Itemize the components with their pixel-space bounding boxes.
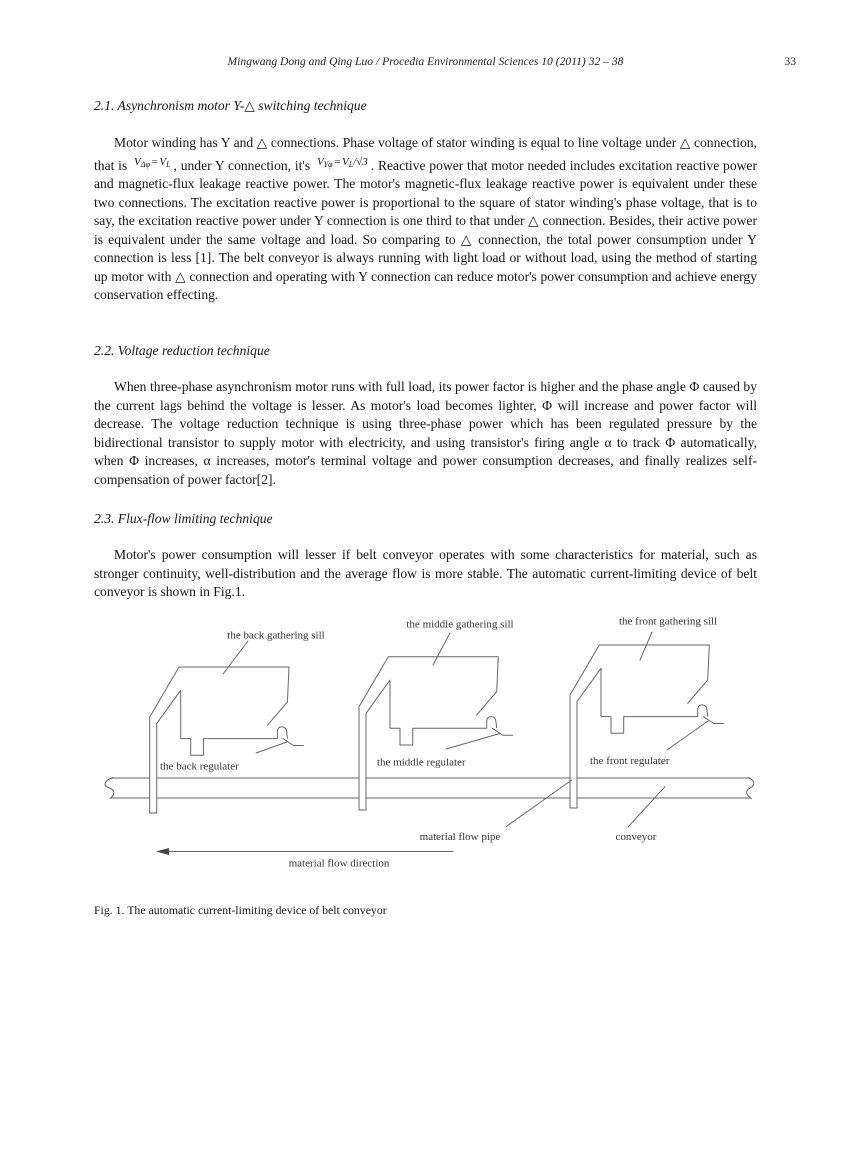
formula-y-phase-voltage: VYφ=VL/√3 xyxy=(316,155,368,169)
running-header-citation: Mingwang Dong and Qing Luo / Procedia Environmental Sciences 10 (2011) 32 – 38 xyxy=(227,55,624,68)
label-material-flow-direction: material flow direction xyxy=(288,857,390,870)
formula-delta-phase-voltage: VΔφ=VL xyxy=(134,155,171,169)
paragraph-2-2: When three-phase asynchronism motor runs with full load, its power factor is higher and the phase angle Φ caused by the current lags behind the voltage is lesser. As motor's load becomes lighter, Φ will increase and power factor will decrease. The voltage reduction technique is using three-phase power which has been regulated pressure by the bidirectional transistor to supply motor with electricity, and using transistor's firing angle α to track Φ automatically, when Φ increases, α increases, motor's terminal voltage and power consumption decreases, and finally realizes self-compensation of power factor[2]. xyxy=(94,379,757,487)
label-middle-gathering-sill: the middle gathering sill xyxy=(406,618,514,631)
belt-conveyor-diagram xyxy=(0,600,846,890)
section-heading-2-2: 2.2. Voltage reduction technique xyxy=(94,343,270,358)
paragraph-2-3: Motor's power consumption will lesser if belt conveyor operates with some characteristics for material, such as stronger continuity, well-distribution and the average flow is more stable. The automatic current-limiting device of belt conveyor is shown in Fig.1. xyxy=(94,547,757,599)
label-middle-regulator: the middle regulater xyxy=(377,756,466,769)
label-back-gathering-sill: the back gathering sill xyxy=(227,629,325,642)
paragraph-2-1 xyxy=(94,134,757,305)
label-front-regulator: the front regulater xyxy=(590,755,670,767)
p1-text-2: , under Y connection, it's xyxy=(173,157,314,173)
p1-text-1: Motor winding has Y and △ connections. Phase voltage of stator winding is equal to line voltage under △ connection, that is xyxy=(94,135,757,173)
p1-text-3: . Reactive power that motor needed includes excitation reactive power and magnetic-flux leakage reactive power. The motor's magnetic-flux leakage reactive power is equivalent under these two connections. The excitation reactive power is proportional to the square of stator winding's phase voltage, that is to say, the excitation reactive power under Y connection is one third to that under △ connection. Besides, their active power is equivalent under the same voltage and load. So comparing to △ connection, the total power consumption under Y connection is less [1]. The belt conveyor is always running with light load or without load, using the method of starting up motor with △ connection and operating with Y connection can reduce motor's power consumption and achieve energy conservation effecting. xyxy=(94,157,757,302)
figure-1 xyxy=(0,600,846,890)
section-heading-2-3: 2.3. Flux-flow limiting technique xyxy=(94,511,273,526)
figure-caption: Fig. 1. The automatic current-limiting device of belt conveyor xyxy=(94,903,387,917)
label-back-regulator: the back regulater xyxy=(160,760,239,773)
section-heading-2-1: 2.1. Asynchronism motor Y-△ switching technique xyxy=(94,98,367,113)
label-conveyor: conveyor xyxy=(615,831,657,843)
page-number: 33 xyxy=(784,55,796,68)
label-front-gathering-sill: the front gathering sill xyxy=(618,615,718,628)
label-material-flow-pipe: material flow pipe xyxy=(419,831,501,843)
